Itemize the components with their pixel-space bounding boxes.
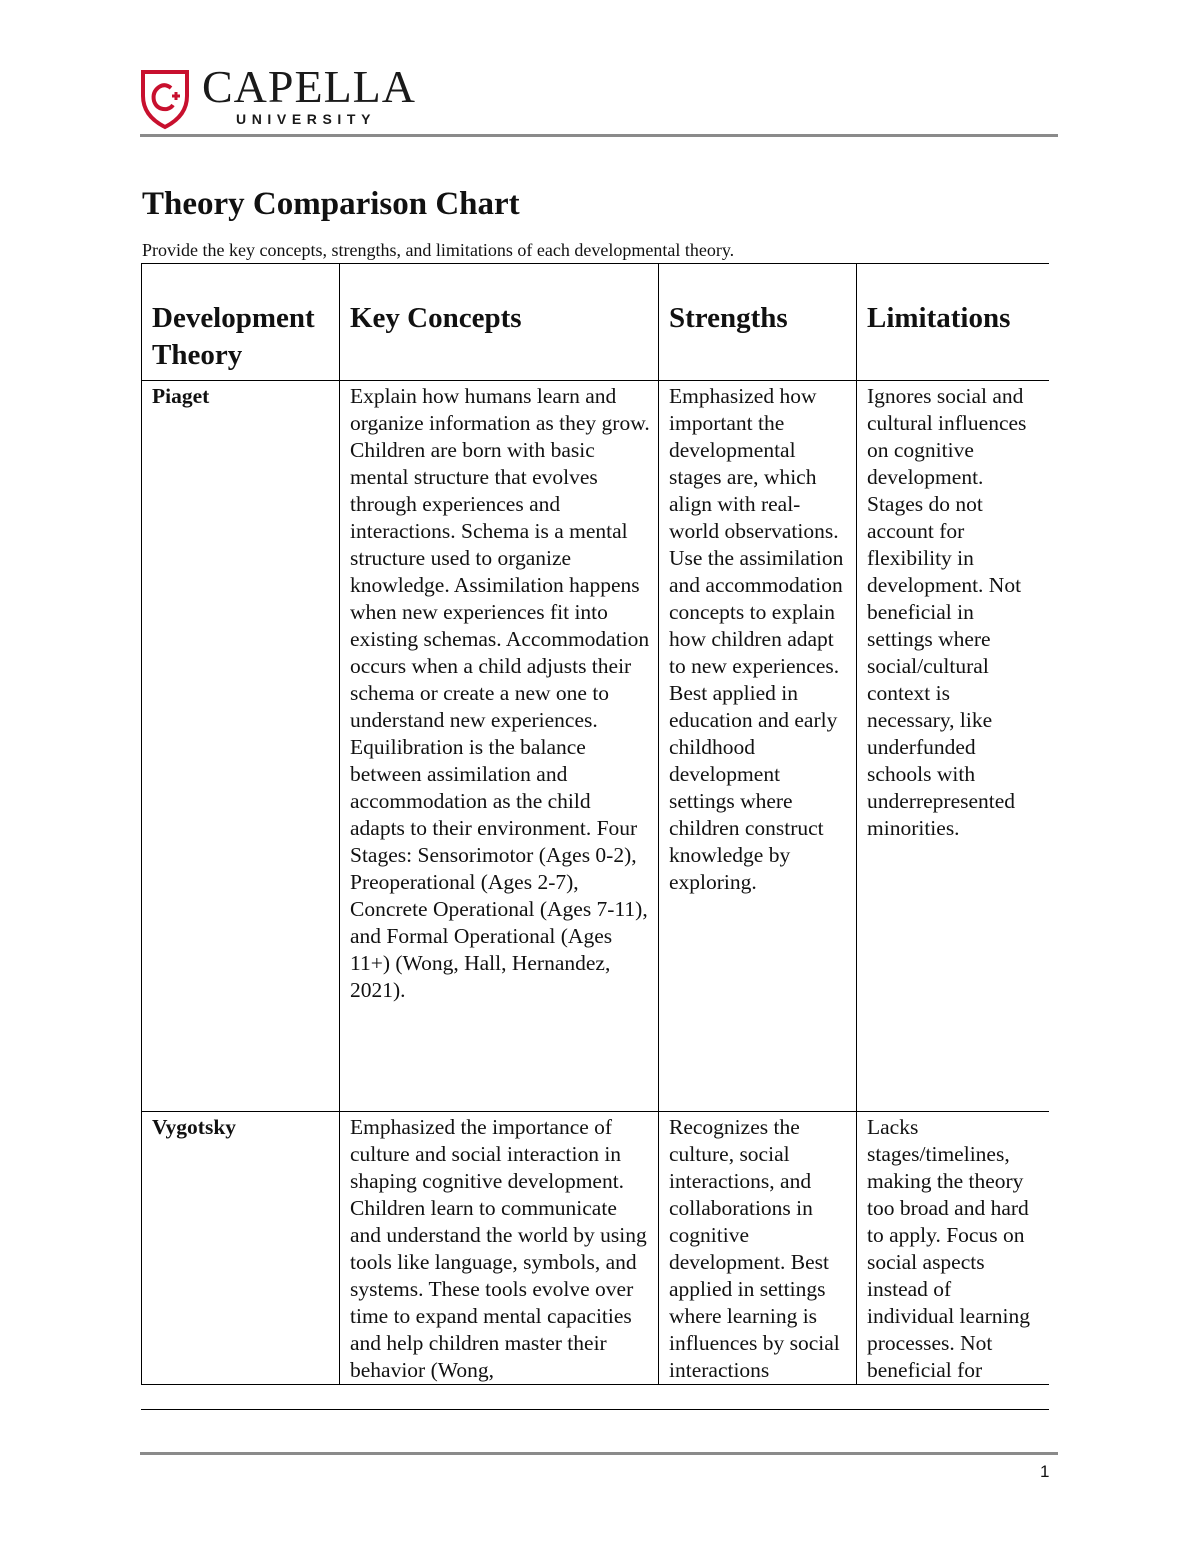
theory-name: Piaget [142, 381, 340, 1112]
theory-name: Vygotsky [142, 1112, 340, 1385]
table-row [142, 1112, 1050, 1385]
capella-logo [140, 61, 430, 132]
header-strengths: Strengths [659, 264, 857, 381]
page-subtitle: Provide the key concepts, strengths, and limitations of each developmental theory. [142, 240, 735, 260]
page-number: 1 [1040, 1462, 1050, 1481]
header-rule [140, 134, 1058, 137]
header-development-theory: Development Theory [142, 264, 340, 381]
capella-shield-icon [140, 68, 190, 130]
strengths-cell: Emphasized how important the developmental stages are, which align with real-world observations. Use the assimilation and accommodation concepts to explain how children adapt to new experiences. Best applied in education and early childhood development settings where children construct knowledge by exploring. [659, 381, 857, 1112]
table-row [142, 381, 1050, 1112]
strengths-cell: Recognizes the culture, social interactions, and collaborations in cognitive development. Best applied in settings where learning is influences by social interactions [659, 1112, 857, 1385]
key-concepts-cell: Explain how humans learn and organize information as they grow. Children are born with basic mental structure that evolves through experiences and interactions. Schema is a mental structure used to organize knowledge. Assimilation happens when new experiences fit into existing schemas. Accommodation occurs when a child adjusts their schema or create a new one to understand new experiences. Equilibration is the balance between assimilation and accommodation as the child adapts to their environment. Four Stages: Sensorimotor (Ages 0-2), Preoperational (Ages 2-7), Concrete Operational (Ages 7-11), and Formal Operational (Ages 11+) (Wong, Hall, Hernandez, 2021). [340, 381, 659, 1112]
comparison-table [141, 263, 1049, 1385]
page-title: Theory Comparison Chart [142, 186, 520, 222]
logo-subtitle: UNIVERSITY [236, 111, 377, 127]
header-key-concepts: Key Concepts [340, 264, 659, 381]
header-limitations: Limitations [857, 264, 1050, 381]
footer-rule [140, 1452, 1058, 1455]
logo-name: CAPELLA [202, 61, 416, 112]
table-header-row [142, 264, 1050, 381]
limitations-cell: Lacks stages/timelines, making the theory too broad and hard to apply. Focus on social aspects instead of individual learning processes. Not beneficial for [857, 1112, 1050, 1385]
comparison-table-container [141, 263, 1049, 1410]
limitations-cell: Ignores social and cultural influences on cognitive development. Stages do not account for flexibility in development. Not beneficial in settings where social/cultural context is necessary, like underfunded schools with underrepresented minorities. [857, 381, 1050, 1112]
key-concepts-cell: Emphasized the importance of culture and social interaction in shaping cognitive development. Children learn to communicate and understand the world by using tools like language, symbols, and systems. These tools evolve over time to expand mental capacities and help children master their behavior (Wong, [340, 1112, 659, 1385]
